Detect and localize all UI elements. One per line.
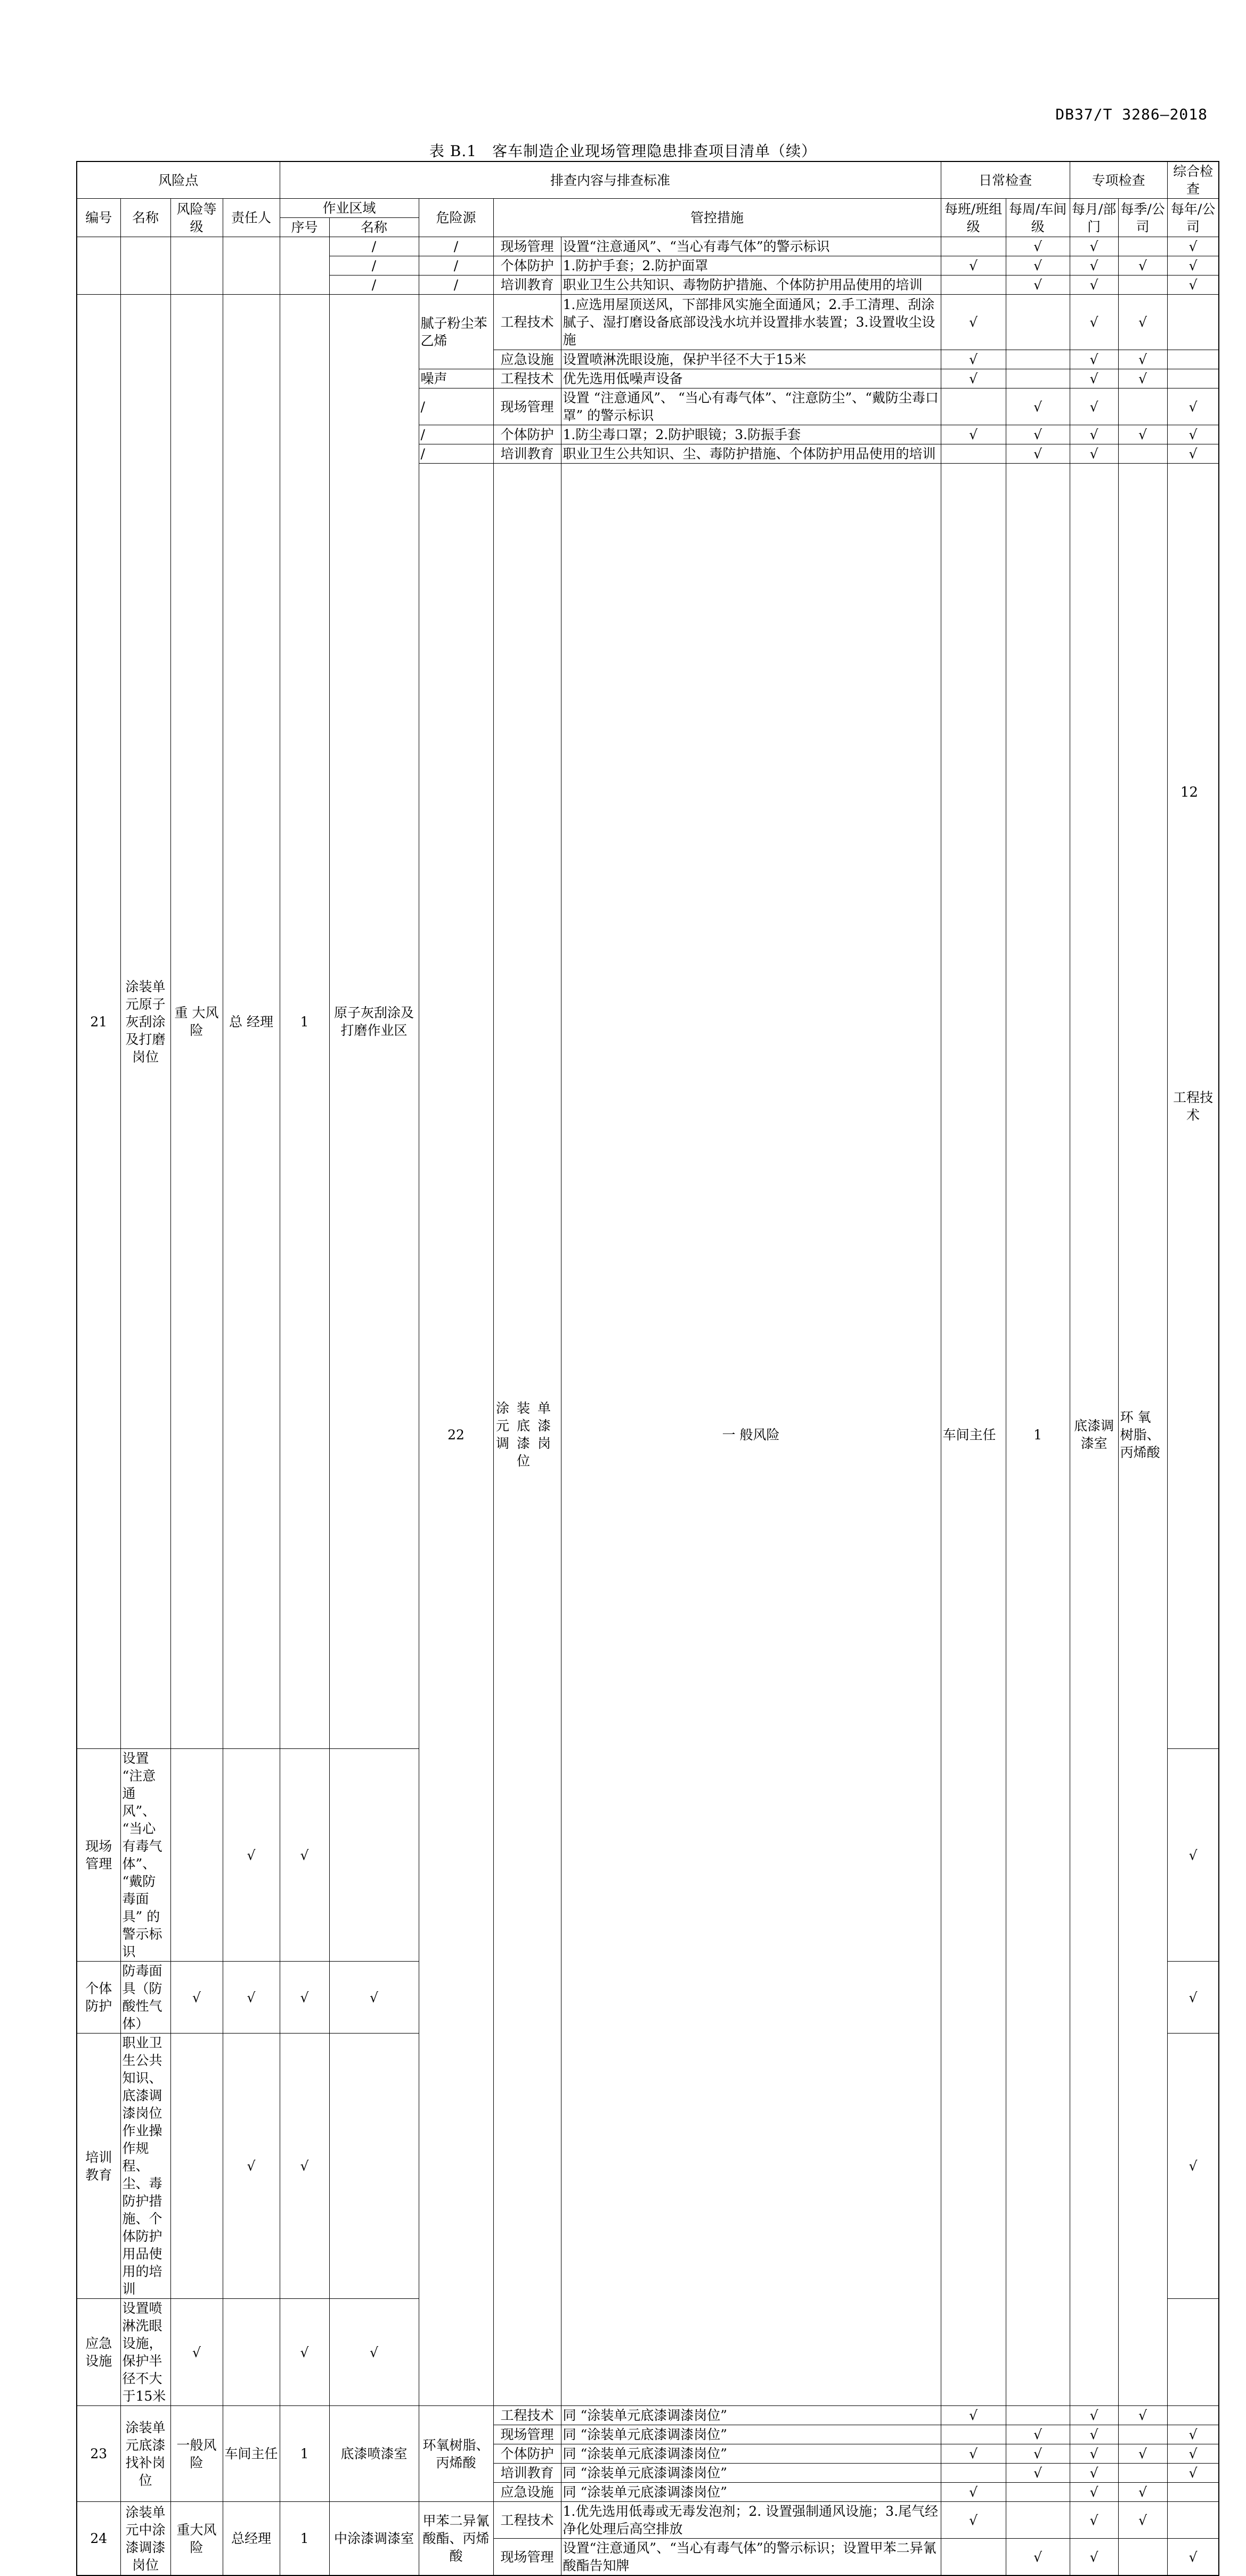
cell-check-yearly: √ bbox=[1167, 2539, 1219, 2576]
cell-hazard: / bbox=[419, 237, 493, 256]
cell-measure: 职业卫生公共知识、底漆调漆岗位作业操作规程、尘、毒防护措施、个体防护用品使用的培训 bbox=[120, 2034, 170, 2299]
cell-check-per-shift bbox=[941, 2539, 1006, 2576]
cell-seq: 1 bbox=[1006, 464, 1070, 2406]
cell-check-quarterly: √ bbox=[1118, 295, 1167, 350]
header-risk-level: 风险等级 bbox=[170, 199, 223, 237]
header-yearly: 每年/公司 bbox=[1167, 199, 1219, 237]
cell-area: / bbox=[329, 276, 419, 295]
cell-name bbox=[120, 237, 170, 295]
cell-measure: 设置 “注意通风”、 “当心有毒气体”、 “戴防毒面具” 的警示标识 bbox=[120, 1749, 170, 1962]
cell-category: 培训教育 bbox=[493, 276, 561, 295]
cell-check-per-shift bbox=[941, 444, 1006, 464]
cell-check-per-shift: √ bbox=[941, 350, 1006, 369]
cell-category: 工程技术 bbox=[1167, 464, 1219, 1749]
cell-measure: 同 “涂装单元底漆调漆岗位” bbox=[561, 2406, 941, 2425]
cell-category: 应急设施 bbox=[493, 2483, 561, 2502]
table-row bbox=[77, 237, 1219, 256]
cell-check-quarterly bbox=[1118, 388, 1167, 425]
cell-hazard: 噪声 bbox=[419, 369, 493, 388]
table-row bbox=[77, 2502, 1219, 2539]
cell-check-monthly: √ bbox=[1070, 256, 1118, 276]
cell-check-per-shift bbox=[941, 388, 1006, 425]
cell-category: 现场管理 bbox=[493, 237, 561, 256]
cell-check-per-shift: √ bbox=[941, 295, 1006, 350]
cell-check-weekly: √ bbox=[223, 1962, 280, 2034]
cell-category: 现场管理 bbox=[77, 1749, 120, 1962]
cell-name: 涂装单元底漆调漆岗位 bbox=[493, 464, 561, 2406]
cell-area: / bbox=[329, 237, 419, 256]
cell-check-quarterly bbox=[1118, 444, 1167, 464]
cell-check-quarterly: √ bbox=[329, 2299, 419, 2406]
cell-hazard: / bbox=[419, 276, 493, 295]
cell-check-yearly: √ bbox=[1167, 2444, 1219, 2464]
cell-check-weekly: √ bbox=[1006, 2425, 1070, 2444]
cell-check-yearly bbox=[1167, 2502, 1219, 2539]
cell-check-quarterly: √ bbox=[1118, 425, 1167, 444]
cell-check-weekly: √ bbox=[1006, 237, 1070, 256]
cell-check-yearly: √ bbox=[1167, 2425, 1219, 2444]
cell-category: 培训教育 bbox=[493, 2464, 561, 2483]
cell-check-quarterly: √ bbox=[1118, 369, 1167, 388]
cell-risk-level bbox=[170, 237, 223, 295]
cell-measure: 设置喷淋洗眼设施，保护半径不大于15米 bbox=[120, 2299, 170, 2406]
cell-check-per-shift: √ bbox=[941, 2406, 1006, 2425]
cell-check-yearly bbox=[1167, 295, 1219, 350]
cell-no: 23 bbox=[77, 2406, 120, 2502]
header-control: 管控措施 bbox=[493, 199, 941, 237]
cell-check-yearly bbox=[1167, 2299, 1219, 2406]
cell-check-yearly bbox=[1167, 2483, 1219, 2502]
page-number: 12 bbox=[1180, 784, 1198, 800]
cell-check-monthly: √ bbox=[1070, 2444, 1118, 2464]
cell-check-monthly: √ bbox=[1070, 2425, 1118, 2444]
cell-check-monthly: √ bbox=[1070, 237, 1118, 256]
cell-check-quarterly bbox=[1118, 237, 1167, 256]
cell-check-monthly: √ bbox=[280, 1749, 329, 1962]
cell-check-yearly: √ bbox=[1167, 1749, 1219, 1962]
header-seq: 序号 bbox=[280, 218, 329, 237]
cell-check-monthly: √ bbox=[1070, 295, 1118, 350]
header-risk-point: 风险点 bbox=[77, 161, 280, 199]
cell-measure: 职业卫生公共知识、尘、毒防护措施、个体防护用品使用的培训 bbox=[561, 444, 941, 464]
cell-check-per-shift: √ bbox=[941, 2502, 1006, 2539]
cell-category: 工程技术 bbox=[493, 369, 561, 388]
cell-check-quarterly bbox=[1118, 276, 1167, 295]
cell-check-yearly bbox=[1167, 350, 1219, 369]
cell-check-weekly bbox=[1006, 2406, 1070, 2425]
cell-area: 中涂漆调漆室 bbox=[329, 2502, 419, 2576]
cell-check-quarterly bbox=[1118, 2539, 1167, 2576]
cell-check-weekly: √ bbox=[1006, 256, 1070, 276]
cell-no: 21 bbox=[77, 295, 120, 1749]
cell-check-monthly: √ bbox=[1070, 369, 1118, 388]
cell-no: 24 bbox=[77, 2502, 120, 2576]
cell-hazard: / bbox=[419, 256, 493, 276]
standard-code: DB37/T 3286—2018 bbox=[1055, 106, 1208, 123]
cell-no bbox=[77, 237, 120, 295]
cell-check-per-shift: √ bbox=[941, 2444, 1006, 2464]
cell-hazard: 环氧树脂、丙烯酸 bbox=[419, 2406, 493, 2502]
cell-check-weekly: √ bbox=[1006, 2464, 1070, 2483]
cell-risk-level: 一 般风险 bbox=[561, 464, 941, 2406]
cell-measure: 同 “涂装单元底漆调漆岗位” bbox=[561, 2425, 941, 2444]
cell-check-yearly: √ bbox=[1167, 444, 1219, 464]
cell-hazard: 甲苯二异氰酸酯、丙烯酸 bbox=[419, 2502, 493, 2576]
cell-responsible: 车间主任 bbox=[223, 2406, 280, 2502]
cell-check-weekly bbox=[1006, 295, 1070, 350]
cell-category: 现场管理 bbox=[493, 388, 561, 425]
cell-measure: 优先选用低噪声设备 bbox=[561, 369, 941, 388]
cell-check-per-shift: √ bbox=[941, 2483, 1006, 2502]
cell-check-weekly: √ bbox=[223, 1749, 280, 1962]
cell-check-yearly: √ bbox=[1167, 425, 1219, 444]
cell-check-quarterly: √ bbox=[329, 1962, 419, 2034]
cell-measure: 防毒面具（防酸性气体） bbox=[120, 1962, 170, 2034]
cell-check-yearly: √ bbox=[1167, 256, 1219, 276]
cell-measure: 1.防尘毒口罩；2.防护眼镜；3.防振手套 bbox=[561, 425, 941, 444]
header-special-check: 专项检查 bbox=[1070, 161, 1167, 199]
cell-area: 底漆调漆室 bbox=[1070, 464, 1118, 2406]
cell-check-monthly: √ bbox=[1070, 444, 1118, 464]
cell-measure: 同 “涂装单元底漆调漆岗位” bbox=[561, 2444, 941, 2464]
cell-check-quarterly bbox=[1118, 2464, 1167, 2483]
cell-hazard: 腻子粉尘苯乙烯 bbox=[419, 295, 493, 369]
header-weekly: 每周/车间级 bbox=[1006, 199, 1070, 237]
cell-check-per-shift: √ bbox=[941, 256, 1006, 276]
cell-seq: 1 bbox=[280, 295, 329, 1749]
header-check-content: 排查内容与排查标准 bbox=[280, 161, 941, 199]
cell-category: 工程技术 bbox=[493, 2406, 561, 2425]
cell-check-per-shift bbox=[941, 237, 1006, 256]
cell-check-weekly bbox=[223, 2299, 280, 2406]
cell-responsible: 总经理 bbox=[223, 2502, 280, 2576]
cell-category: 个体防护 bbox=[493, 256, 561, 276]
cell-category: 个体防护 bbox=[493, 2444, 561, 2464]
cell-check-per-shift bbox=[941, 2425, 1006, 2444]
header-name: 名称 bbox=[120, 199, 170, 237]
cell-check-yearly: √ bbox=[1167, 2464, 1219, 2483]
cell-check-monthly: √ bbox=[1070, 425, 1118, 444]
header-daily-check: 日常检查 bbox=[941, 161, 1070, 199]
cell-name: 涂装单元原子灰刮涂及打磨岗位 bbox=[120, 295, 170, 1749]
cell-check-quarterly: √ bbox=[1118, 350, 1167, 369]
cell-category: 现场管理 bbox=[493, 2425, 561, 2444]
cell-category: 培训教育 bbox=[77, 2034, 120, 2299]
cell-check-quarterly bbox=[329, 1749, 419, 1962]
cell-check-quarterly: √ bbox=[1118, 2502, 1167, 2539]
cell-measure: 设置喷淋洗眼设施，保护半径不大于15米 bbox=[561, 350, 941, 369]
cell-category: 培训教育 bbox=[493, 444, 561, 464]
cell-check-weekly bbox=[1006, 2483, 1070, 2502]
cell-area: 原子灰刮涂及打磨作业区 bbox=[329, 295, 419, 1749]
cell-check-monthly: √ bbox=[1070, 388, 1118, 425]
cell-check-weekly: √ bbox=[1006, 425, 1070, 444]
cell-no: 22 bbox=[419, 464, 493, 2406]
cell-check-per-shift: √ bbox=[170, 1962, 223, 2034]
cell-check-weekly: √ bbox=[1006, 276, 1070, 295]
cell-check-per-shift bbox=[941, 276, 1006, 295]
header-comprehensive-check: 综合检查 bbox=[1167, 161, 1219, 199]
cell-measure: 同 “涂装单元底漆调漆岗位” bbox=[561, 2464, 941, 2483]
cell-hazard: 环 氧 树脂、丙烯酸 bbox=[1118, 464, 1167, 2406]
cell-check-yearly: √ bbox=[1167, 237, 1219, 256]
cell-category: 工程技术 bbox=[493, 2502, 561, 2539]
cell-measure: 设置 “注意通风”、 “当心有毒气体”、“注意防尘”、“戴防尘毒口罩” 的警示标识 bbox=[561, 388, 941, 425]
cell-check-weekly bbox=[1006, 369, 1070, 388]
cell-check-yearly: √ bbox=[1167, 276, 1219, 295]
cell-check-yearly bbox=[1167, 369, 1219, 388]
cell-check-weekly: √ bbox=[1006, 444, 1070, 464]
cell-check-weekly bbox=[1006, 2502, 1070, 2539]
table-row bbox=[77, 295, 1219, 350]
cell-hazard: / bbox=[419, 444, 493, 464]
header-quarterly: 每季/公司 bbox=[1118, 199, 1167, 237]
cell-check-per-shift: √ bbox=[941, 425, 1006, 444]
cell-check-quarterly: √ bbox=[1118, 256, 1167, 276]
cell-category: 工程技术 bbox=[493, 295, 561, 350]
cell-check-per-shift bbox=[170, 2034, 223, 2299]
header-no: 编号 bbox=[77, 199, 120, 237]
cell-check-monthly: √ bbox=[280, 2034, 329, 2299]
header-monthly: 每月/部门 bbox=[1070, 199, 1118, 237]
cell-check-quarterly: √ bbox=[1118, 2406, 1167, 2425]
cell-check-yearly: √ bbox=[1167, 1962, 1219, 2034]
cell-check-per-shift: √ bbox=[170, 2299, 223, 2406]
cell-check-weekly: √ bbox=[1006, 388, 1070, 425]
cell-seq bbox=[280, 237, 329, 295]
cell-check-quarterly: √ bbox=[1118, 2483, 1167, 2502]
cell-check-per-shift bbox=[170, 1749, 223, 1962]
header-area-name: 名称 bbox=[329, 218, 419, 237]
cell-check-weekly: √ bbox=[1006, 2444, 1070, 2464]
cell-check-monthly: √ bbox=[1070, 276, 1118, 295]
cell-measure: 1.优先选用低毒或无毒发泡剂；2. 设置强制通风设施；3.尾气经净化处理后高空排放 bbox=[561, 2502, 941, 2539]
cell-check-quarterly bbox=[329, 2034, 419, 2299]
cell-category: 应急设施 bbox=[493, 350, 561, 369]
cell-check-monthly: √ bbox=[1070, 350, 1118, 369]
cell-area: 底漆喷漆室 bbox=[329, 2406, 419, 2502]
cell-check-monthly: √ bbox=[280, 1962, 329, 2034]
cell-category: 应急设施 bbox=[77, 2299, 120, 2406]
cell-check-weekly bbox=[1006, 350, 1070, 369]
cell-name: 涂装单元底漆找补岗位 bbox=[120, 2406, 170, 2502]
cell-check-yearly: √ bbox=[1167, 388, 1219, 425]
cell-measure: 同 “涂装单元底漆调漆岗位” bbox=[561, 2483, 941, 2502]
header-hazard: 危险源 bbox=[419, 199, 493, 237]
cell-responsible: 总 经理 bbox=[223, 295, 280, 1749]
hazard-checklist-table bbox=[76, 161, 1219, 2576]
cell-responsible bbox=[223, 237, 280, 295]
cell-check-quarterly: √ bbox=[1118, 2444, 1167, 2464]
header-responsible: 责任人 bbox=[223, 199, 280, 237]
cell-check-monthly: √ bbox=[280, 2299, 329, 2406]
table-title: 表 B.1 客车制造企业现场管理隐患排查项目清单（续） bbox=[429, 142, 817, 160]
cell-check-per-shift bbox=[941, 2464, 1006, 2483]
header-work-area: 作业区域 bbox=[280, 199, 419, 218]
cell-check-yearly bbox=[1167, 2406, 1219, 2425]
cell-measure: 1.应选用屋顶送风，下部排风实施全面通风；2.手工清理、刮涂腻子、湿打磨设备底部设浅水坑并设置排水装置；3.设置收尘设施 bbox=[561, 295, 941, 350]
cell-hazard: / bbox=[419, 425, 493, 444]
cell-check-monthly: √ bbox=[1070, 2464, 1118, 2483]
cell-measure: 职业卫生公共知识、毒物防护措施、个体防护用品使用的培训 bbox=[561, 276, 941, 295]
cell-name: 涂装单元中涂漆调漆岗位 bbox=[120, 2502, 170, 2576]
cell-risk-level: 一般风险 bbox=[170, 2406, 223, 2502]
cell-risk-level: 重 大风险 bbox=[170, 295, 223, 1749]
cell-measure: 设置“注意通风”、“当心有毒气体”的警示标识；设置甲苯二异氰酸酯告知牌 bbox=[561, 2539, 941, 2576]
cell-risk-level: 重大风险 bbox=[170, 2502, 223, 2576]
cell-responsible: 车间主任 bbox=[941, 464, 1006, 2406]
cell-check-monthly: √ bbox=[1070, 2502, 1118, 2539]
table-row bbox=[77, 2406, 1219, 2425]
cell-measure: 设置“注意通风”、“当心有毒气体”的警示标识 bbox=[561, 237, 941, 256]
cell-check-weekly: √ bbox=[1006, 2539, 1070, 2576]
cell-category: 现场管理 bbox=[493, 2539, 561, 2576]
cell-hazard: / bbox=[419, 388, 493, 425]
cell-check-quarterly bbox=[1118, 2425, 1167, 2444]
cell-area: / bbox=[329, 256, 419, 276]
cell-seq: 1 bbox=[280, 2406, 329, 2502]
cell-check-weekly: √ bbox=[223, 2034, 280, 2299]
cell-measure: 1.防护手套；2.防护面罩 bbox=[561, 256, 941, 276]
cell-seq: 1 bbox=[280, 2502, 329, 2576]
cell-check-monthly: √ bbox=[1070, 2539, 1118, 2576]
cell-check-monthly: √ bbox=[1070, 2483, 1118, 2502]
cell-check-yearly: √ bbox=[1167, 2034, 1219, 2299]
cell-check-per-shift: √ bbox=[941, 369, 1006, 388]
cell-category: 个体防护 bbox=[493, 425, 561, 444]
cell-category: 个体防护 bbox=[77, 1962, 120, 2034]
cell-check-monthly: √ bbox=[1070, 2406, 1118, 2425]
header-per-shift: 每班/班组级 bbox=[941, 199, 1006, 237]
